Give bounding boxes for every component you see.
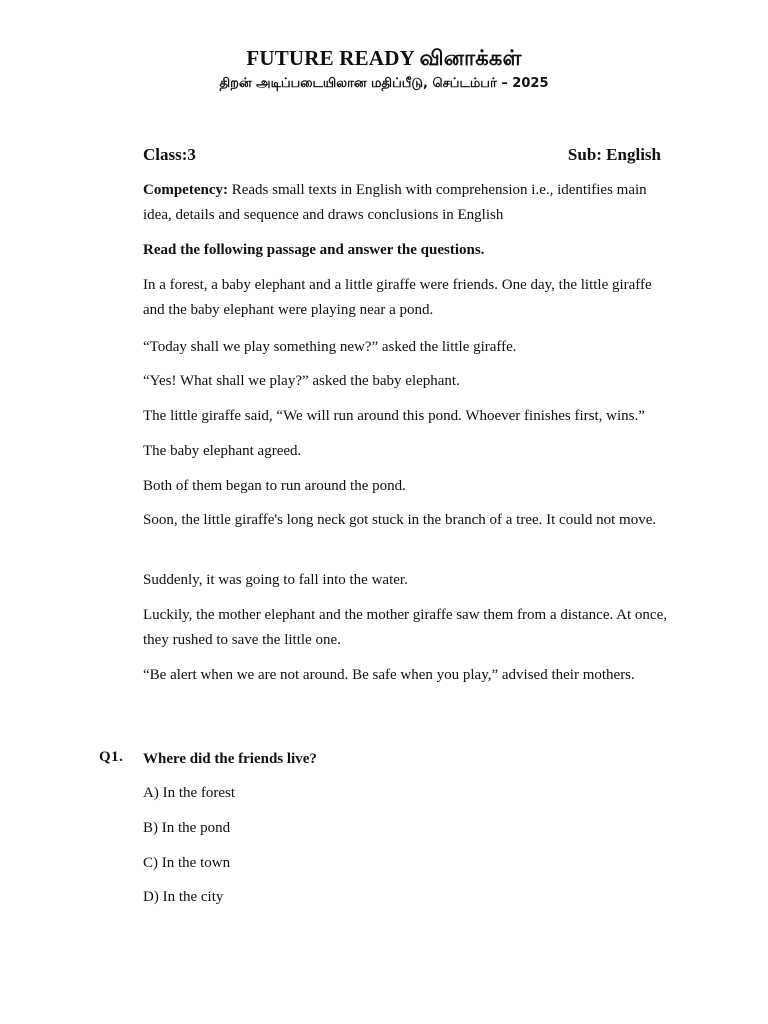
passage-paragraph-9: Luckily, the mother elephant and the mother giraffe saw them from a distance. At once, they rushed to save the little one.: [143, 607, 667, 648]
document-title: FUTURE READY வினாக்கள்: [246, 46, 522, 70]
class-label: Class:3: [143, 145, 196, 164]
answer-option-a: A) In the forest: [143, 785, 236, 801]
passage-paragraph-7: Soon, the little giraffe's long neck got stuck in the branch of a tree. It could not move.: [143, 512, 657, 528]
competency-text: Reads small texts in English with comprehension i.e., identifies main idea, details and sequence and draws conclusions in English: [143, 182, 647, 223]
answer-option-c: C) In the town: [143, 855, 231, 871]
passage-paragraph-6: Both of them began to run around the pond.: [143, 478, 406, 494]
subject-label: Sub: English: [567, 145, 661, 164]
passage-paragraph-1: In a forest, a baby elephant and a little giraffe were friends. One day, the little giraffe and the baby elephant were playing near a pond.: [143, 277, 652, 318]
passage-paragraph-4: The little giraffe said, “We will run around this pond. Whoever finishes first, wins.”: [143, 408, 645, 424]
competency-paragraph: [143, 178, 673, 228]
passage-paragraph-3: “Yes! What shall we play?” asked the baby elephant.: [143, 373, 460, 389]
question-text: Where did the friends live?: [143, 751, 317, 767]
class-subject-line: [143, 145, 661, 165]
competency-label: Competency:: [143, 182, 228, 198]
answer-option-d: D) In the city: [143, 889, 224, 905]
passage-paragraph-10: “Be alert when we are not around. Be safe when you play,” advised their mothers.: [143, 667, 635, 683]
question-number: Q1.: [99, 749, 124, 765]
passage-paragraph-5: The baby elephant agreed.: [143, 443, 302, 459]
passage-paragraph-2: “Today shall we play something new?” asked the little giraffe.: [143, 339, 517, 355]
passage-paragraph-8: Suddenly, it was going to fall into the water.: [143, 572, 408, 588]
document-subtitle: திறன் அடிப்படையிலான மதிப்பீடு, செப்டம்பர் – 2025: [219, 76, 549, 91]
passage-instruction: Read the following passage and answer the questions.: [143, 242, 485, 258]
answer-option-b: B) In the pond: [143, 820, 231, 836]
